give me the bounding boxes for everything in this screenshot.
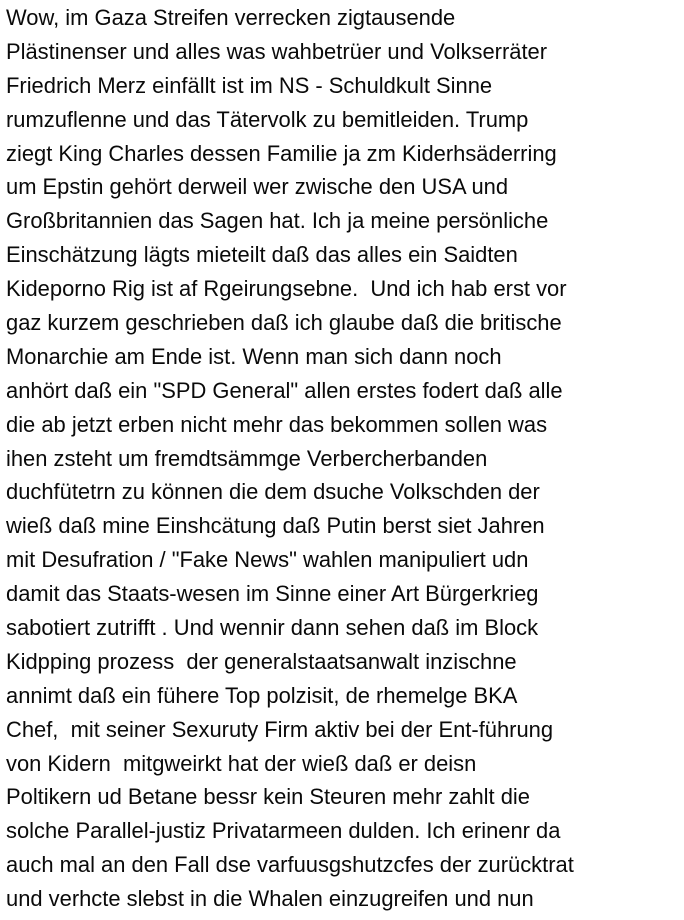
text-line: sabotiert zutrifft . Und wennir dann sehen daß im Block — [6, 615, 539, 641]
text-line: solche Parallel-justiz Privatarmeen dulden. Ich erinenr da — [6, 818, 561, 844]
text-line: Großbritannien das Sagen hat. Ich ja meine persönliche — [6, 208, 549, 234]
text-line: Wow, im Gaza Streifen verrecken zigtausende — [6, 5, 456, 30]
text-line: Plästinenser und alles was wahbetrüer und Volkserräter — [6, 38, 548, 64]
text-line: Friedrich Merz einfällt ist im NS - Schuldkult Sinne — [6, 72, 493, 98]
text-line: anhört daß ein "SPD General" allen erstes fodert daß alle — [6, 377, 563, 403]
text-line: ihen zsteht um fremdtsämmge Verbercherbanden — [6, 445, 488, 471]
text-line: die ab jetzt erben nicht mehr das bekommen sollen was — [6, 411, 548, 437]
text-line: und verhcte slebst in die Whalen einzugreifen und nun — [6, 886, 534, 912]
text-line: Einschätzung lägts mieteilt daß das alles ein Saidten — [6, 242, 518, 268]
text-line: Chef, mit seiner Sexuruty Firm aktiv bei der Ent-führung — [6, 716, 554, 742]
text-line: Kidpping prozess der generalstaatsanwalt inzischne — [6, 648, 517, 674]
text-line: rumzuflenne und das Tätervolk zu bemitleiden. Trump — [6, 106, 529, 132]
text-line: um Epstin gehört derweil wer zwische den USA und — [6, 174, 509, 200]
text-line: damit das Staats-wesen im Sinne einer Art Bürgerkrieg — [6, 581, 539, 607]
text-line: wieß daß mine Einshcätung daß Putin berst siet Jahren — [6, 513, 545, 539]
text-line: Poltikern ud Betane bessr kein Steuren mehr zahlt die — [6, 784, 530, 810]
text-line: mit Desufration / "Fake News" wahlen manipuliert udn — [6, 547, 529, 573]
text-line: ziegt King Charles dessen Familie ja zm Kiderhsäderring — [6, 140, 557, 166]
text-line: auch mal an den Fall dse varfuusgshutzcfes der zurücktrat — [6, 852, 574, 878]
text-line: annimt daß ein fühere Top polzisit, de rhemelge BKA — [6, 682, 518, 708]
text-line: duchfütetrn zu können die dem dsuche Volkschden der — [6, 479, 540, 505]
text-line: gaz kurzem geschrieben daß ich glaube daß die britische — [6, 310, 562, 336]
text-line: von Kidern mitgweirkt hat der wieß daß er deisn — [6, 750, 477, 776]
text-line: Kideporno Rig ist af Rgeirungsebne. Und ich hab erst vor — [6, 276, 567, 302]
document-text — [6, 1, 684, 916]
text-line: Monarchie am Ende ist. Wenn man sich dann noch — [6, 343, 502, 369]
